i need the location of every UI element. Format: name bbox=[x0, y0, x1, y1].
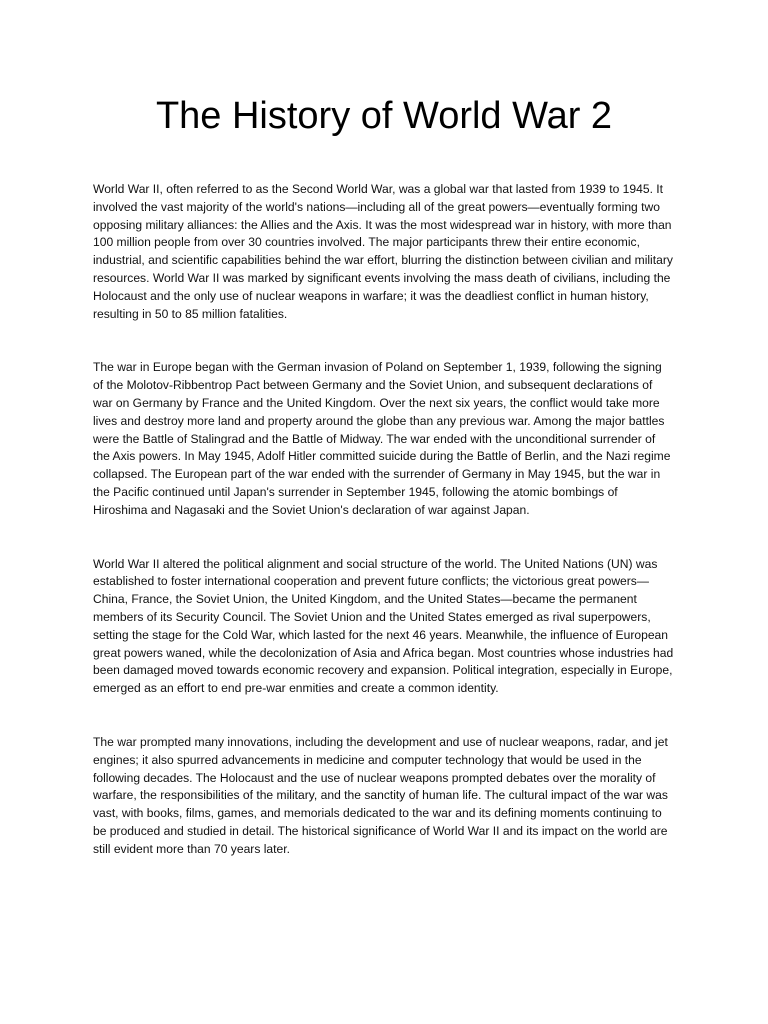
document-body bbox=[93, 181, 675, 895]
paragraph-1: World War II, often referred to as the Second World War, was a global war that lasted from 1939 to 1945. It involved the vast majority of the world's nations—including all of the great powers—eventually forming two opposing military alliances: the Allies and the Axis. It was the most widespread war in history, with more than 100 million people from over 30 countries involved. The major participants threw their entire economic, industrial, and scientific capabilities behind the war effort, blurring the distinction between civilian and military resources. World War II was marked by significant events involving the mass death of civilians, including the Holocaust and the only use of nuclear weapons in warfare; it was the deadliest conflict in human history, resulting in 50 to 85 million fatalities. bbox=[93, 182, 673, 321]
paragraph-4: The war prompted many innovations, including the development and use of nuclear weapons, radar, and jet engines; it also spurred advancements in medicine and computer technology that would be used in the following decades. The Holocaust and the use of nuclear weapons prompted debates over the morality of warfare, the responsibilities of the military, and the sanctity of human life. The cultural impact of the war was vast, with books, films, games, and memorials dedicated to the war and its defining moments continuing to be produced and studied in detail. The historical significance of World War II and its impact on the world are still evident more than 70 years later. bbox=[93, 734, 668, 856]
document-title: The History of World War 2 bbox=[155, 95, 613, 137]
paragraph-2: The war in Europe began with the German invasion of Poland on September 1, 1939, following the signing of the Molotov-Ribbentrop Pact between Germany and the Soviet Union, and subsequent declarations of war on Germany by France and the United Kingdom. Over the next six years, the conflict would take more lives and destroy more land and property around the globe than any previous war. Among the major battles were the Battle of Stalingrad and the Battle of Midway. The war ended with the unconditional surrender of the Axis powers. In May 1945, Adolf Hitler committed suicide during the Battle of Berlin, and the Nazi regime collapsed. The European part of the war ended with the surrender of Germany in May 1945, but the war in the Pacific continued until Japan's surrender in September 1945, following the atomic bombings of Hiroshima and Nagasaki and the Soviet Union's declaration of war against Japan. bbox=[93, 360, 671, 517]
paragraph-3: World War II altered the political alignment and social structure of the world. The United Nations (UN) was established to foster international cooperation and prevent future conflicts; the victorious great powers—China, France, the Soviet Union, the United Kingdom, and the United States—became the permanent members of its Security Council. The Soviet Union and the United States emerged as rival superpowers, setting the stage for the Cold War, which lasted for the next 46 years. Meanwhile, the influence of European great powers waned, while the decolonization of Asia and Africa began. Most countries whose industries had been damaged moved towards economic recovery and expansion. Political integration, especially in Europe, emerged as an effort to end pre-war enmities and create a common identity. bbox=[93, 556, 674, 696]
